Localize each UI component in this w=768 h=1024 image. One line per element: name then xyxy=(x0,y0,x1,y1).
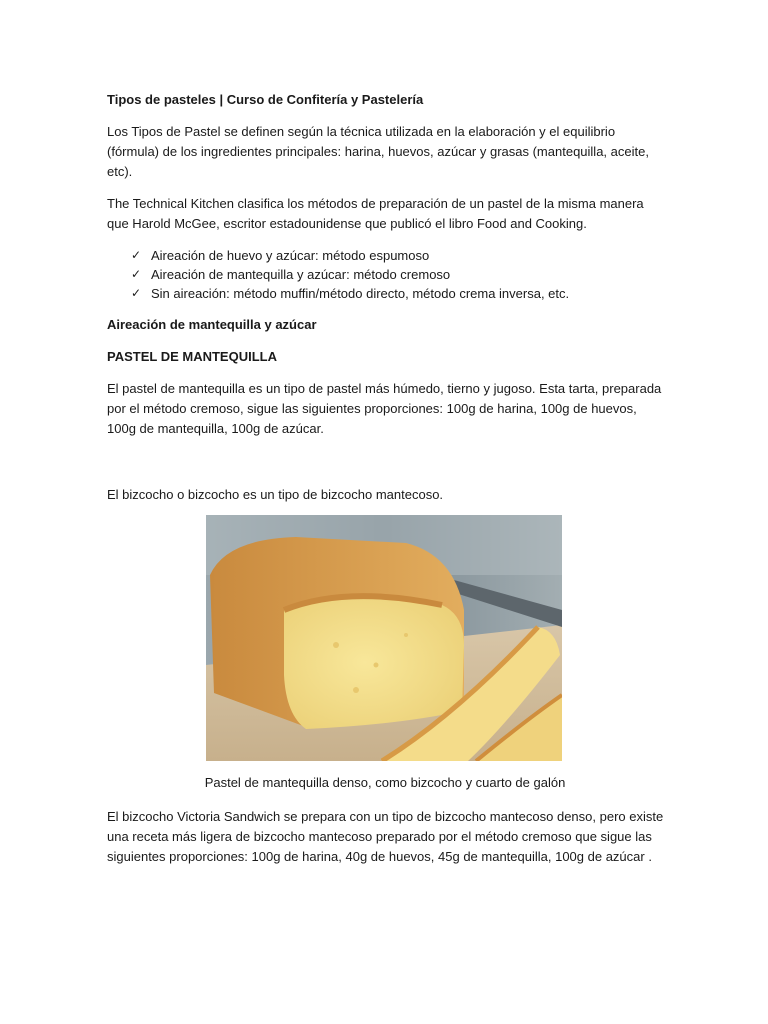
list-item: ✓ Sin aireación: método muffin/método directo, método crema inversa, etc. xyxy=(131,286,570,301)
sponge-paragraph: El bizcocho o bizcocho es un tipo de bizcocho mantecoso. xyxy=(107,487,444,502)
figure-caption: Pastel de mantequilla denso, como bizcocho y cuarto de galón xyxy=(204,775,566,790)
list-item: ✓ Aireación de mantequilla y azúcar: método cremoso xyxy=(131,267,451,282)
section-title: Aireación de mantequilla y azúcar xyxy=(107,317,317,332)
check-icon: ✓ xyxy=(131,248,142,262)
document-page xyxy=(107,90,667,879)
subsection-title: PASTEL DE MANTEQUILLA xyxy=(107,349,277,364)
intro-paragraph: Los Tipos de Pastel se definen según la técnica utilizada en la elaboración y el equilibrio (fórmula) de los ingredientes principales: harina, huevos, azúcar y grasas (mantequilla, aceite, etc). xyxy=(107,124,649,179)
document-heading: Tipos de pasteles | Curso de Confitería y Pastelería xyxy=(107,92,424,107)
butter-cake-paragraph: El pastel de mantequilla es un tipo de pastel más húmedo, tierno y jugoso. Esta tarta, preparada por el método cremoso, sigue las siguientes proporciones: 100g de harina, 100g de huevos, 100g de mantequilla, 100g de azúcar. xyxy=(107,381,662,436)
check-icon: ✓ xyxy=(131,267,142,281)
method-checklist xyxy=(107,246,667,303)
classification-paragraph: The Technical Kitchen clasifica los métodos de preparación de un pastel de la misma manera que Harold McGee, escritor estadounidense que publicó el libro Food and Cooking. xyxy=(107,196,644,231)
pound-cake-photo xyxy=(206,515,562,761)
victoria-sandwich-paragraph: El bizcocho Victoria Sandwich se prepara con un tipo de bizcocho mantecoso denso, pero existe una receta más ligera de bizcocho mantecoso preparado por el método cremoso que sigue las siguientes proporciones: 100g de harina, 40g de huevos, 45g de mantequilla, 100g de azúcar . xyxy=(107,809,664,864)
list-item: ✓ Aireación de huevo y azúcar: método espumoso xyxy=(131,248,430,263)
check-icon: ✓ xyxy=(131,286,142,300)
